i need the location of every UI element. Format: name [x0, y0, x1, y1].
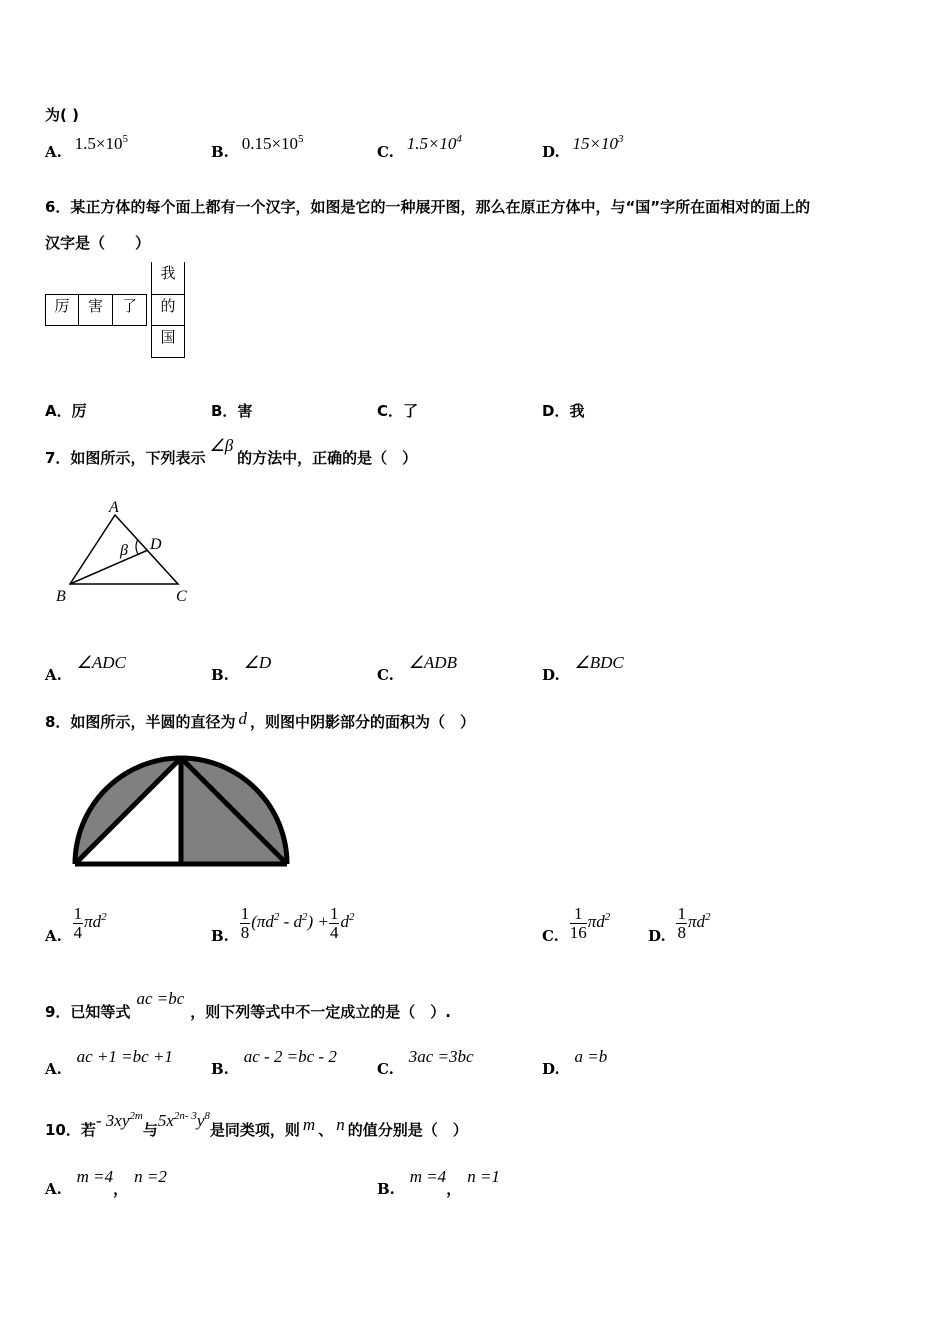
vertex-d-label: D	[150, 536, 162, 553]
q10-stem-mid: 与	[142, 1121, 158, 1139]
q7-b-value: ∠D	[243, 653, 272, 672]
q9-option-b[interactable]	[211, 1047, 337, 1079]
q7-option-a[interactable]	[45, 653, 126, 685]
option-label: B.	[211, 143, 229, 161]
option-label: C.	[377, 143, 394, 161]
q8-stem	[45, 711, 475, 732]
q7-a-value: ∠ADC	[76, 653, 126, 672]
q5-option-a[interactable]	[45, 133, 128, 162]
q6-option-b[interactable]: B．害	[211, 402, 253, 420]
q9-equation: ac =bc	[136, 989, 185, 1008]
option-label: A.	[45, 666, 62, 684]
option-label: B.	[211, 1060, 229, 1078]
q8-var-d: d	[238, 709, 247, 728]
net-cell-2: 害	[79, 294, 113, 326]
q8-option-c[interactable]	[542, 904, 611, 946]
net-cell-1: 厉	[45, 294, 79, 326]
option-label: D.	[542, 143, 560, 161]
q10-option-b[interactable]	[377, 1167, 500, 1199]
q10-sep: 、	[318, 1121, 334, 1139]
option-label: A.	[45, 927, 62, 946]
option-label: D.	[542, 666, 560, 684]
q8-a-value: $\frac{1}{4}$ $\pi d^2$	[73, 904, 107, 942]
q9-d-value: a =b	[574, 1047, 608, 1066]
q10-option-a[interactable]	[45, 1167, 167, 1199]
net-cell-3: 了	[113, 294, 147, 326]
option-label: C.	[377, 666, 394, 684]
net-cell-4: 的	[151, 294, 185, 326]
option-label: D.	[542, 1060, 560, 1078]
net-cell-top: 我	[151, 262, 185, 294]
q10-var-n: n	[336, 1115, 345, 1134]
q10-b-m: m =4	[409, 1167, 447, 1186]
vertex-a-label: A	[109, 499, 119, 516]
q9-c-value: 3ac =3bc	[408, 1047, 474, 1066]
q10-var-m: m	[302, 1115, 316, 1134]
q6-stem-line1: 6．某正方体的每个面上都有一个汉字，如图是它的一种展开图，那么在原正方体中，与“国”字所在面相对的面上的	[45, 198, 811, 216]
q8-option-a[interactable]	[45, 904, 107, 946]
q7-angle: ∠β	[209, 436, 234, 455]
option-label: A.	[45, 1180, 62, 1198]
q10-term2: $5x^{2n- 3}y^8$	[157, 1110, 210, 1130]
q7-option-c[interactable]	[377, 653, 457, 685]
q7-stem-pre: 7．如图所示，下列表示	[45, 449, 206, 467]
q7-d-value: ∠BDC	[574, 653, 624, 672]
semicircle-figure	[70, 752, 295, 872]
q5-tail: 为( )	[45, 106, 79, 124]
q8-stem-post: ，则图中阴影部分的面积为（ ）	[249, 713, 475, 731]
option-label: A.	[45, 1060, 62, 1078]
q6-option-a[interactable]: A．厉	[45, 402, 87, 420]
q9-stem-pre: 9．已知等式	[45, 1003, 131, 1021]
q10-stem-pre: 10．若	[45, 1121, 96, 1139]
q8-option-d[interactable]	[648, 904, 711, 946]
option-label: B.	[211, 927, 229, 946]
q9-stem	[45, 989, 451, 1022]
option-label: B.	[211, 666, 229, 684]
q7-c-value: ∠ADB	[408, 653, 457, 672]
q9-option-c[interactable]	[377, 1047, 474, 1079]
q9-a-value: ac +1 =bc +1	[76, 1047, 173, 1066]
q7-option-d[interactable]	[542, 653, 624, 685]
q10-stem-post2: 的值分别是（ ）	[347, 1121, 468, 1139]
q8-option-b[interactable]	[211, 904, 355, 946]
q8-d-value: $\frac{1}{8}$ $\pi d^2$	[677, 904, 711, 942]
beta-label: β	[120, 542, 128, 559]
q9-option-a[interactable]	[45, 1047, 173, 1079]
q7-option-b[interactable]	[211, 653, 272, 685]
q7-stem	[45, 436, 418, 468]
q8-c-value: $\frac{1}{16}$ $\pi d^2$	[569, 904, 611, 942]
option-label: D.	[648, 927, 666, 946]
option-label: B.	[377, 1180, 395, 1198]
q5-d-value: $15\times 10^3$	[572, 133, 624, 153]
q10-a-comma: ，	[113, 1180, 129, 1198]
q9-stem-post: ，则下列等式中不一定成立的是（ ）.	[190, 1003, 451, 1021]
option-label: C.	[377, 1060, 394, 1078]
q10-stem	[45, 1110, 468, 1140]
q10-stem-post1: 是同类项，则	[209, 1121, 300, 1139]
q7-stem-post: 的方法中，正确的是（ ）	[237, 449, 418, 467]
q8-stem-pre: 8．如图所示，半圆的直径为	[45, 713, 236, 731]
vertex-c-label: C	[176, 588, 187, 605]
q8-b-value: $\frac{1}{8}$ $(\pi d^2 - d^2)$ + $\frac{1}{4}$ $d^2$	[240, 904, 355, 942]
option-label: C.	[542, 927, 559, 946]
q6-option-d[interactable]: D．我	[542, 402, 585, 420]
q5-a-value: $1.5\times 10^5$	[74, 133, 128, 153]
q10-a-n: n =2	[134, 1167, 167, 1186]
net-cell-bottom: 国	[151, 326, 185, 358]
q5-option-d[interactable]	[542, 133, 624, 162]
q6-option-c[interactable]: C．了	[377, 402, 419, 420]
q5-b-value: $0.15\times 10^5$	[241, 133, 304, 153]
vertex-b-label: B	[56, 588, 66, 605]
q10-term1: - $3xy^{2m}$	[95, 1110, 143, 1130]
q10-a-m: m =4	[76, 1167, 114, 1186]
q5-option-c[interactable]	[377, 133, 462, 162]
triangle-figure	[50, 495, 200, 610]
q6-stem-line2: 汉字是（ ）	[45, 234, 151, 252]
q9-option-d[interactable]	[542, 1047, 608, 1079]
q9-b-value: ac - 2 =bc - 2	[243, 1047, 337, 1066]
q5-option-b[interactable]	[211, 133, 304, 162]
q10-b-comma: ，	[446, 1180, 462, 1198]
angle-beta-arc	[136, 539, 138, 554]
q10-b-n: n =1	[467, 1167, 500, 1186]
option-label: A.	[45, 143, 62, 161]
q5-c-value: $1.5\times 10^4$	[406, 133, 462, 153]
